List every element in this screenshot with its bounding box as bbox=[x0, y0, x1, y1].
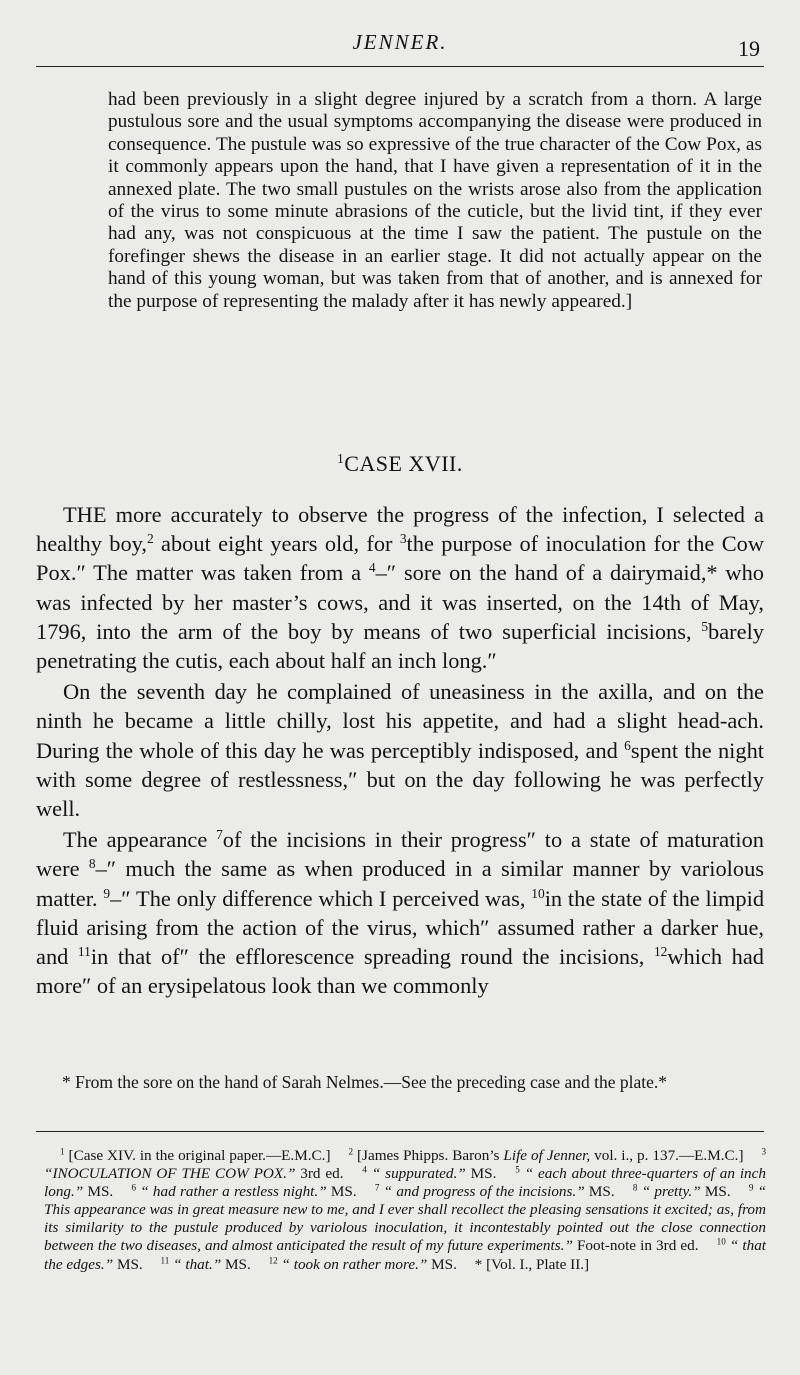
note-star: * [Vol. I., Plate II.] bbox=[474, 1255, 590, 1273]
note-marker: 8 bbox=[632, 1182, 638, 1193]
note-marker: 3 bbox=[399, 531, 407, 547]
note-marker: 4 bbox=[362, 1164, 367, 1175]
note-marker: 6 bbox=[624, 737, 631, 753]
main-text bbox=[36, 500, 764, 1000]
notes-rule bbox=[36, 1131, 764, 1132]
running-title: JENNER. bbox=[352, 30, 448, 54]
text-run: –″ sore on the hand of a dairymaid,* who was infected by her master’s cows, and it was inserted, on the 14th of May, 1796, into the arm of the boy by means of two superficial incisions, bbox=[36, 560, 764, 644]
text-run: spent the night with some degree of restlessness,″ but on the day following he was perfectly well. bbox=[36, 737, 764, 822]
note-marker: 8 bbox=[88, 856, 96, 872]
note-text: MS. bbox=[700, 1183, 731, 1201]
quoted-passage bbox=[108, 89, 762, 313]
note-marker: 1 bbox=[337, 451, 345, 467]
text-run: THE more accurately to observe the progress of the infection, I selected a healthy boy, bbox=[36, 502, 764, 557]
note-12 bbox=[269, 1256, 457, 1273]
note-text: Foot-note in 3rd ed. bbox=[572, 1237, 699, 1255]
note-8 bbox=[633, 1183, 731, 1200]
note-marker: 5 bbox=[701, 618, 709, 634]
paragraph bbox=[36, 825, 764, 1000]
star-footnote bbox=[36, 1072, 764, 1094]
running-head bbox=[36, 30, 764, 61]
notes-paragraph bbox=[44, 1147, 766, 1274]
note-marker: 10 bbox=[716, 1237, 726, 1247]
note-marker: 10 bbox=[531, 885, 545, 901]
note-italic: “INOCULATION OF THE COW POX.” bbox=[44, 1165, 296, 1183]
note-italic: “ pretty.” bbox=[641, 1183, 701, 1201]
note-6 bbox=[131, 1183, 356, 1200]
text-run: –″ much the same as when produced in a similar manner by variolous matter. bbox=[36, 856, 764, 911]
note-text: MS. bbox=[83, 1183, 114, 1201]
text-run: On the seventh day he complained of uneasiness in the axilla, and on the ninth he became a little chilly, lost his appetite, and had a slight head-ach. During the whole of this day he was perceptibly indisposed, and bbox=[36, 679, 764, 763]
note-marker: 2 bbox=[348, 1146, 354, 1157]
note-marker: 12 bbox=[268, 1255, 278, 1266]
note-italic: Life of Jenner, bbox=[503, 1147, 591, 1164]
note-italic: “ This appearance was in great measure new to me, and I ever shall recollect the pleasing sensations it excited; as, from its similarity to the pustule produced by variolous inoculation, it incontestably pointed out the close connection between the two diseases, and almost anticipated the result of my future experiments.” bbox=[44, 1183, 767, 1255]
paragraph bbox=[36, 500, 764, 675]
note-11 bbox=[161, 1256, 251, 1273]
text-run: about eight years old, for bbox=[153, 531, 400, 557]
text-run: in the state of the limpid fluid arising from the action of the virus, which″ assumed rather a darker hue, and bbox=[36, 885, 765, 970]
header-rule bbox=[36, 66, 764, 67]
note-text: MS. bbox=[584, 1183, 615, 1201]
note-2 bbox=[348, 1147, 743, 1164]
note-text: MS. bbox=[465, 1165, 497, 1183]
text-run: in that of″ the efflorescence spreading round the incisions, bbox=[90, 944, 654, 970]
case-title: CASE XVII. bbox=[344, 451, 463, 476]
note-text: [Case XIV. in the original paper.—E.M.C.] bbox=[68, 1147, 331, 1164]
note-italic: “ had rather a restless night.” bbox=[140, 1183, 327, 1201]
note-text: [James Phipps. Baron’s bbox=[356, 1147, 504, 1164]
footnote-text: * From the sore on the hand of Sarah Nelmes.—See the preceding case and the plate.* bbox=[62, 1072, 668, 1092]
note-text: MS. bbox=[221, 1255, 251, 1273]
text-run: The appearance bbox=[63, 827, 217, 853]
note-text: MS. bbox=[326, 1183, 357, 1201]
note-marker: 2 bbox=[146, 531, 154, 547]
text-run: which had more″ of an erysipelatous look than we commonly bbox=[36, 944, 764, 999]
note-marker: 11 bbox=[160, 1255, 170, 1266]
note-italic: “ each about three-quarters of an inch long.” bbox=[44, 1165, 766, 1201]
note-text: MS. bbox=[113, 1255, 143, 1273]
note-italic: “ that.” bbox=[173, 1255, 222, 1273]
page-number: 19 bbox=[738, 36, 760, 61]
note-marker: 6 bbox=[131, 1182, 137, 1193]
note-marker: 12 bbox=[653, 943, 668, 959]
note-marker: 1 bbox=[60, 1146, 65, 1157]
note-marker: 3 bbox=[761, 1146, 767, 1157]
note-marker: 5 bbox=[515, 1164, 520, 1175]
note-text: MS. bbox=[427, 1255, 457, 1273]
editorial-notes bbox=[44, 1147, 766, 1274]
note-7 bbox=[375, 1183, 615, 1200]
note-marker: 11 bbox=[77, 943, 91, 959]
note-marker: 7 bbox=[216, 827, 223, 843]
text-run: of the incisions in their progress″ to a state of maturation were bbox=[36, 827, 764, 882]
note-marker: 9 bbox=[748, 1182, 754, 1193]
note-marker: 7 bbox=[374, 1182, 380, 1193]
paragraph bbox=[36, 677, 764, 823]
note-italic: “ suppurated.” bbox=[371, 1165, 466, 1183]
case-heading bbox=[36, 451, 764, 477]
note-italic: “ took on rather more.” bbox=[281, 1255, 428, 1273]
text-run: –″ The only difference which I perceived was, bbox=[110, 885, 532, 911]
text-run: barely penetrating the cutis, each about half an inch long.″ bbox=[36, 618, 764, 674]
note-text: vol. i., p. 137.—E.M.C.] bbox=[590, 1147, 744, 1164]
note-italic: “ and progress of the incisions.” bbox=[383, 1183, 585, 1201]
note-italic: “ that the edges.” bbox=[44, 1237, 767, 1273]
note-text: 3rd ed. bbox=[295, 1165, 344, 1183]
note-1 bbox=[60, 1147, 331, 1164]
note-marker: 9 bbox=[103, 885, 111, 901]
quoted-paragraph: had been previously in a slight degree injured by a scratch from a thorn. A large pustulous sore and the usual symptoms accompanying the disease were produced in consequence. The pustule was so expressive of the true character of the Cow Pox, as it commonly appears upon the hand, that I have given a representation of it in the annexed plate. The two small pustules on the wrists arose also from the application of the virus to some minute abrasions of the cuticle, but the livid tint, if they ever had any, was not conspicuous at the time I saw the patient. The pustule on the forefinger shews the disease in an earlier stage. It did not actually appear on the hand of this young woman, but was taken from that of another, and is annexed for the purpose of representing the malady after it has newly appeared.] bbox=[108, 89, 762, 312]
text-run: the purpose of inoculation for the Cow Pox.″ The matter was taken from a bbox=[36, 531, 764, 586]
note-marker: 4 bbox=[368, 560, 376, 576]
note-4 bbox=[362, 1165, 496, 1182]
